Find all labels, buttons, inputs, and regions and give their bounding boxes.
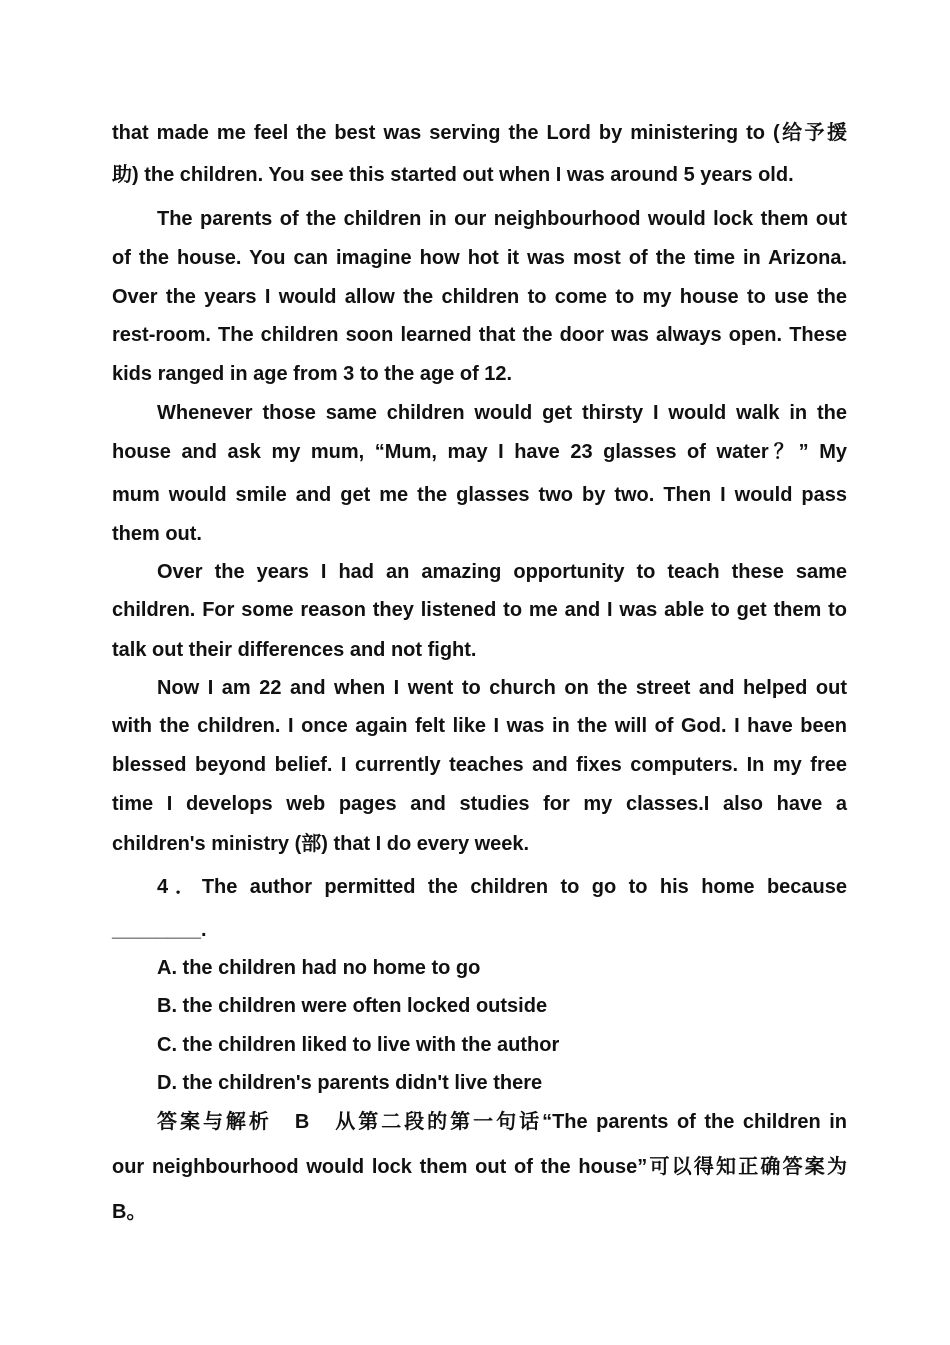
passage-line: rest-room. The children soon learned that the door was always open. These (112, 324, 847, 346)
passage-line: them out. (112, 523, 202, 545)
passage-line: Now I am 22 and when I went to church on the street and helped out (157, 677, 847, 699)
passage-line: 助) the children. You see this started out when I was around 5 years old. (112, 164, 794, 186)
passage-line: that made me feel the best was serving the Lord by ministering to (给予援 (112, 122, 847, 144)
option-a: A. the children had no home to go (157, 957, 481, 979)
option-d: D. the children's parents didn't live there (157, 1072, 543, 1094)
answer-line: B。 (112, 1201, 147, 1223)
answer-line: 答案与解析 B 从第二段的第一句话“The parents of the children in (157, 1111, 847, 1133)
passage-line: talk out their differences and not fight. (112, 639, 477, 661)
passage-line: blessed beyond belief. I currently teaches and fixes computers. In my free (112, 754, 847, 776)
question-blank: ________. (112, 919, 207, 941)
passage-line: with the children. I once again felt like I was in the will of God. I have been (112, 715, 847, 737)
passage-line: house and ask my mum, “Mum, may I have 23 glasses of water？” My (112, 441, 847, 463)
question-stem: 4．The author permitted the children to go to his home because (157, 876, 847, 898)
passage-line: Over the years I would allow the children to come to my house to use the (112, 286, 847, 308)
option-c: C. the children liked to live with the author (157, 1034, 560, 1056)
passage-line: children. For some reason they listened to me and I was able to get them to (112, 599, 847, 621)
passage-line: Over the years I had an amazing opportunity to teach these same (157, 561, 847, 583)
option-b: B. the children were often locked outside (157, 995, 548, 1017)
passage-line: The parents of the children in our neighbourhood would lock them out (157, 208, 847, 230)
passage-line: kids ranged in age from 3 to the age of 12. (112, 363, 513, 385)
passage-line: mum would smile and get me the glasses two by two. Then I would pass (112, 484, 847, 506)
passage-line: children's ministry (部) that I do every week. (112, 833, 530, 855)
answer-line: our neighbourhood would lock them out of the house”可以得知正确答案为 (112, 1156, 847, 1178)
passage-line: time I develops web pages and studies for my classes.I also have a (112, 793, 847, 815)
passage-line: of the house. You can imagine how hot it was most of the time in Arizona. (112, 247, 847, 269)
passage-line: Whenever those same children would get thirsty I would walk in the (157, 402, 847, 424)
